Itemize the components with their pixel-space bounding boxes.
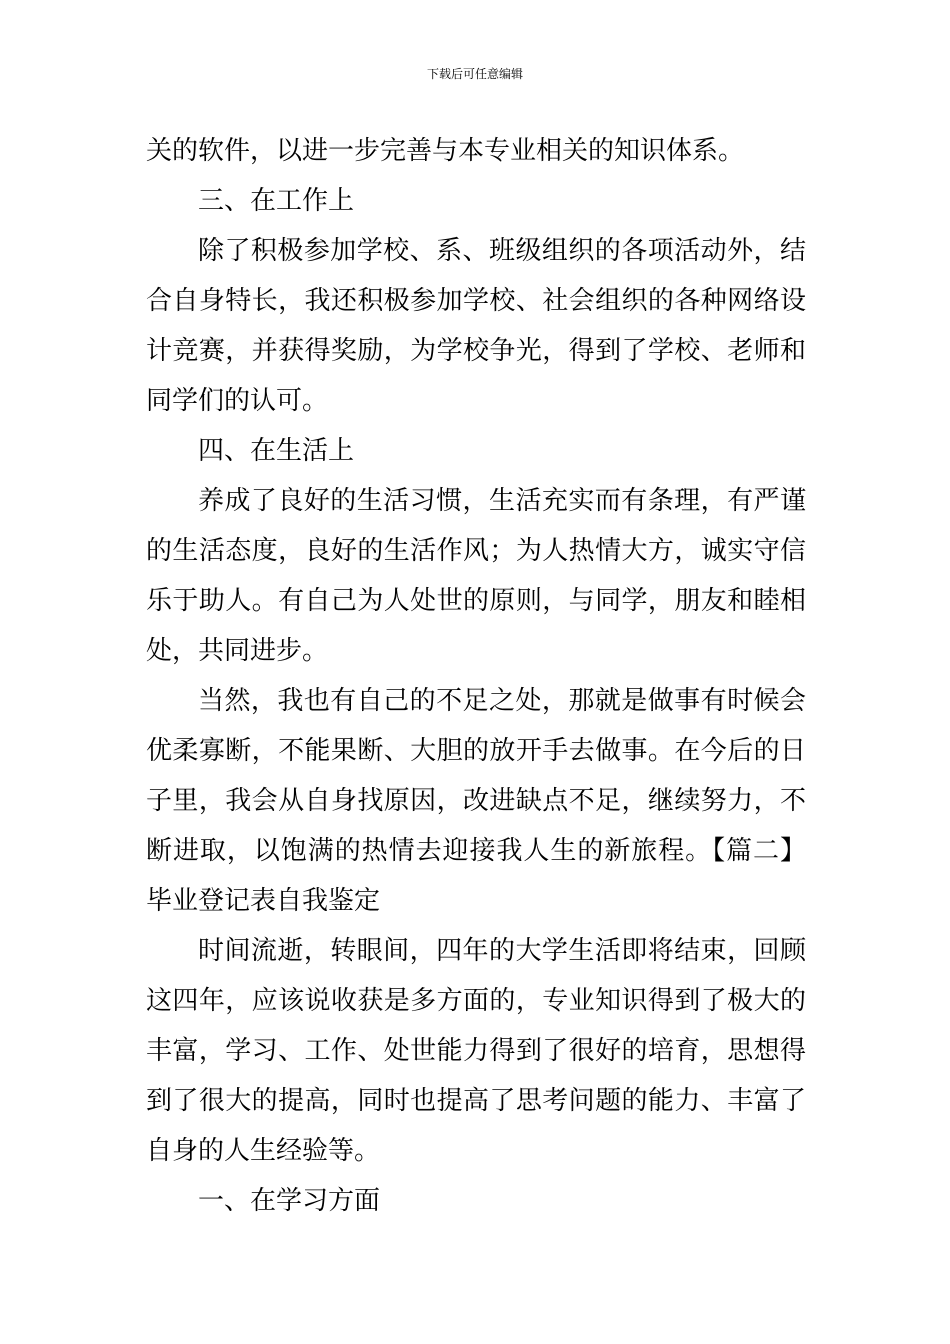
- text-line: 处，共同进步。: [146, 636, 329, 666]
- text-line: 自身的人生经验等。: [146, 1136, 381, 1166]
- text-line: 四、在生活上: [198, 436, 355, 466]
- text-line: 乐于助人。有自己为人处世的原则，与同学，朋友和睦相: [146, 586, 806, 616]
- text-line: 优柔寡断，不能果断、大胆的放开手去做事。在今后的日: [146, 736, 806, 766]
- text-line: 合自身特长，我还积极参加学校、社会组织的各种网络设: [146, 286, 806, 316]
- text-line: 的生活态度，良好的生活作风；为人热情大方，诚实守信: [146, 536, 806, 566]
- document-body: [146, 126, 806, 1226]
- text-line: 同学们的认可。: [146, 386, 329, 416]
- text-line: 毕业登记表自我鉴定: [146, 886, 381, 916]
- text-line: 三、在工作上: [198, 186, 355, 216]
- text-line: 当然，我也有自己的不足之处，那就是做事有时候会: [198, 686, 806, 716]
- text-line: 断进取，以饱满的热情去迎接我人生的新旅程。【篇二】: [146, 836, 806, 866]
- text-line: 子里，我会从自身找原因，改进缺点不足，继续努力，不: [146, 786, 806, 816]
- page-header: 下载后可任意编辑: [426, 67, 523, 81]
- text-line: 这四年，应该说收获是多方面的，专业知识得到了极大的: [146, 986, 806, 1016]
- text-line: 关的软件，以进一步完善与本专业相关的知识体系。: [146, 136, 745, 166]
- text-line: 一、在学习方面: [198, 1186, 381, 1216]
- text-line: 养成了良好的生活习惯，生活充实而有条理，有严谨: [198, 486, 806, 516]
- text-line: 除了积极参加学校、系、班级组织的各项活动外，结: [198, 236, 806, 266]
- text-line: 到了很大的提高，同时也提高了思考问题的能力、丰富了: [146, 1086, 806, 1116]
- text-line: 计竞赛，并获得奖励，为学校争光，得到了学校、老师和: [146, 336, 806, 366]
- text-line: 时间流逝，转眼间，四年的大学生活即将结束，回顾: [198, 936, 806, 966]
- text-line: 丰富，学习、工作、处世能力得到了很好的培育，思想得: [146, 1036, 806, 1066]
